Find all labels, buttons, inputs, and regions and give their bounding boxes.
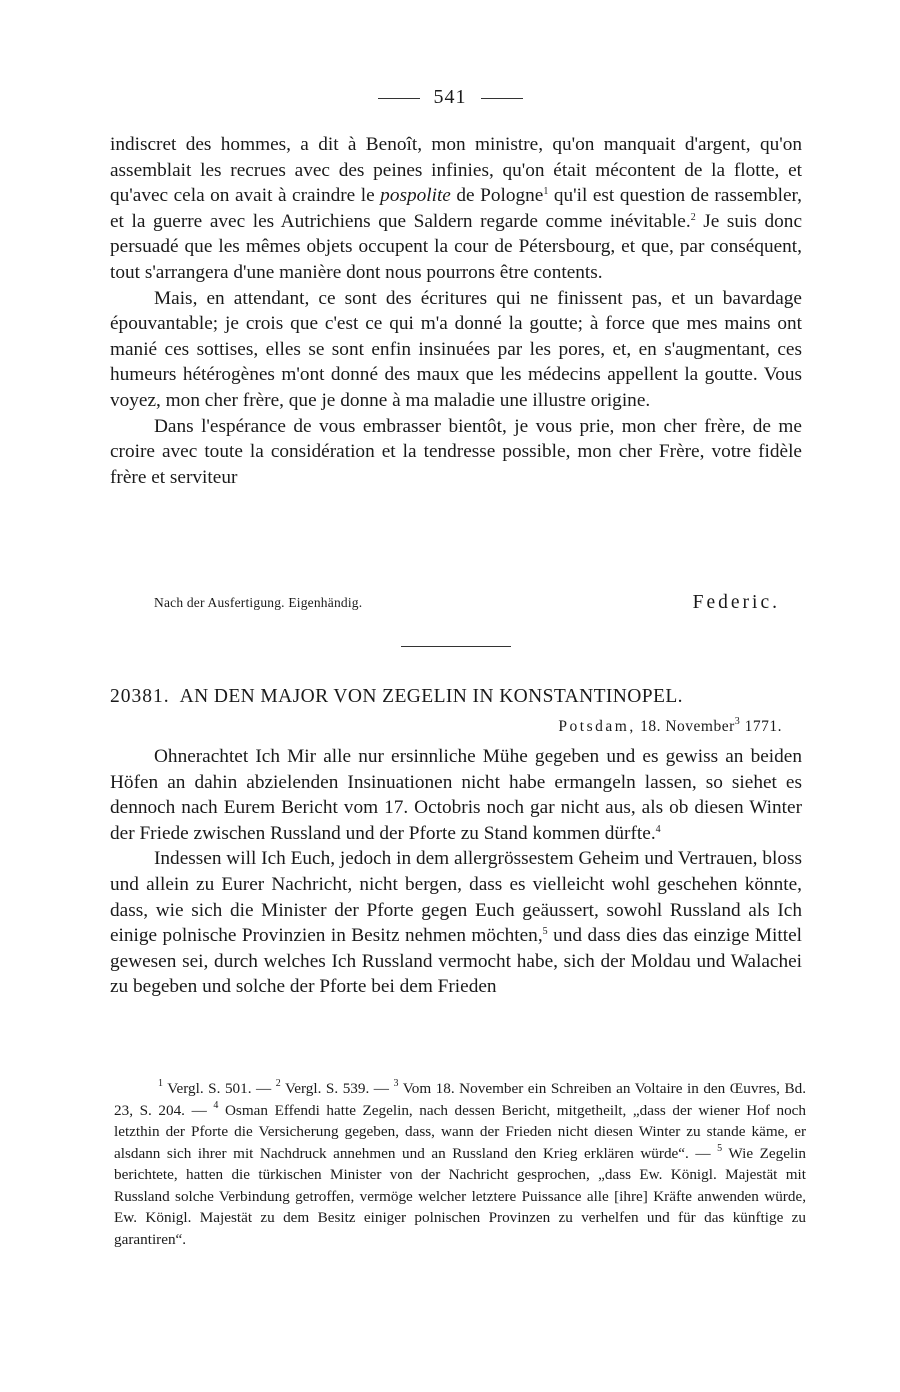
dateline-place: Potsdam, (558, 718, 636, 735)
text-run: de Pologne (456, 185, 544, 207)
footnote-ref: 5 (542, 926, 548, 938)
document-title: AN DEN MAJOR VON ZEGELIN IN KONSTANTINOPEL. (179, 686, 683, 707)
text-run: qu'il est question de rassembler, et la guerre avec les Autrichiens que Saldern regarde comme inévitable. (110, 185, 802, 232)
text-run: Indessen will Ich Euch, jedoch in dem allergrössestem Geheim und Vertrauen, bloss und allein zu Eurer Nachricht, nicht bergen, dass es vielleicht wohl geschehen könnte, dass, wie sich die Minister der Pforte gegen Euch geäussert, sowohl Russland als Ich einige polnische Provinzien in Besitz nehmen möchten, (110, 848, 802, 947)
footnote-text: Vergl. S. 539. — (285, 1080, 389, 1097)
dateline-year: 1771. (744, 718, 782, 735)
letter-paragraph-3: Dans l'espérance de vous embrasser bientôt, je vous prie, mon cher frère, de me croire avec toute la considération et la tendresse possible, mon cher Frère, votre fidèle frère et serviteur (110, 415, 802, 488)
letter-paragraph-1 (110, 132, 802, 286)
footnote-number: 1 (158, 1078, 163, 1089)
page-number: 541 (433, 86, 467, 108)
document-number: 20381. (110, 686, 170, 707)
document-paragraph-1 (110, 744, 802, 846)
letter-footer (110, 592, 802, 616)
header-rule-right (481, 98, 523, 99)
letter-paragraph-2: Mais, en attendant, ce sont des écritures qui ne finissent pas, et un bavardage épouvantable; je crois que c'est ce qui m'a donné la goutte; à force que mes mains ont manié ces sottises, elles se sont enfin insinuées par les pores, et, en s'augmentant, ces humeurs hétérogènes m'ont donné des maux que les médecins appellent la goutte. Vous voyez, mon cher frère, que je donne à ma maladie une illustre origine. (110, 287, 802, 411)
footnotes (114, 1078, 806, 1250)
footnote-text: Osman Effendi hatte Zegelin, nach dessen Bericht, mitgetheilt, „dass der wiener Hof noch letzthin der Pforte die Versicherung gegeben, dass, wann der Frieden nicht diesen Winter zu stande käme, er alsdann sich ihrer mit Nachdruck annehmen und an Russland den Krieg erklären würde“. — (114, 1101, 807, 1162)
footnote-number: 5 (717, 1142, 723, 1154)
text-run: Ohnerachtet Ich Mir alle nur ersinnliche Mühe gegeben und es gewiss an beiden Höfen an dahin abzielenden Insinuationen nicht habe ermangeln lassen, so siehet es dennoch nach Eurem Bericht vom 17. Octobris noch gar nicht aus, als ob diesen Winter der Friede zwischen Russland und der Pforte zu Stand kommen dürfte. (110, 746, 802, 844)
document-text (110, 744, 802, 1000)
footnote-number: 2 (275, 1078, 281, 1089)
footnote-block (114, 1078, 806, 1250)
text-run: und dass dies das einzige Mittel gewesen sei, durch welches Ich Russland vermocht habe, sich der Moldau und Walachei zu begeben und solche der Pforte bei dem Frieden (110, 925, 802, 998)
dateline (558, 718, 782, 736)
header-rule-left (378, 98, 420, 99)
footnote-text: Wie Zegelin berichtete, hatten die türkischen Minister von der Nachricht gesprochen, „dass Ew. Königl. Majestät mit Russland solche Verbindung getroffen, vermöge welcher letztere Puissance alle [ihre] Kräfte anwenden würde, Ew. Königl. Majestät zu dem Besitz einiger polnischen Provinzen zu verhelfen und für das künftige zu garantiren“. (114, 1144, 807, 1248)
letter-closing-text (110, 132, 802, 490)
footnote-text: Vergl. S. 501. — (167, 1080, 272, 1097)
footnote-number: 3 (393, 1078, 399, 1089)
footnote-ref: 1 (543, 186, 549, 198)
text-run: Je suis donc persuadé que les mêmes objets occupent la cour de Pétersbourg, et que, par conséquent, tout s'arrangera d'une manière dont nous pourrons être contents. (110, 210, 802, 283)
document-heading (110, 686, 802, 708)
footnote-number: 4 (213, 1099, 219, 1111)
italic-term: pospolite (380, 185, 451, 207)
page-header (0, 86, 900, 109)
footnote-ref: 2 (690, 211, 696, 223)
footnote-text: Vom 18. November ein Schreiben an Voltaire in den Œuvres, Bd. 23, S. 204. — (114, 1080, 807, 1119)
text-run: indiscret des hommes, a dit à Benoît, mon ministre, qu'on manquait d'argent, qu'on assemblait les recrues avec des peines infinies, qu'on était mécontent de la flotte, et qu'avec cela on avait à craindre le (110, 134, 802, 207)
signature: Federic. (692, 592, 780, 613)
document-paragraph-2 (110, 846, 802, 1000)
source-note: Nach der Ausfertigung. Eigenhändig. (154, 595, 363, 610)
footnote-ref: 3 (734, 716, 741, 727)
footnote-ref: 4 (655, 823, 661, 835)
dateline-date: 18. November (640, 718, 735, 735)
section-divider (401, 646, 511, 647)
